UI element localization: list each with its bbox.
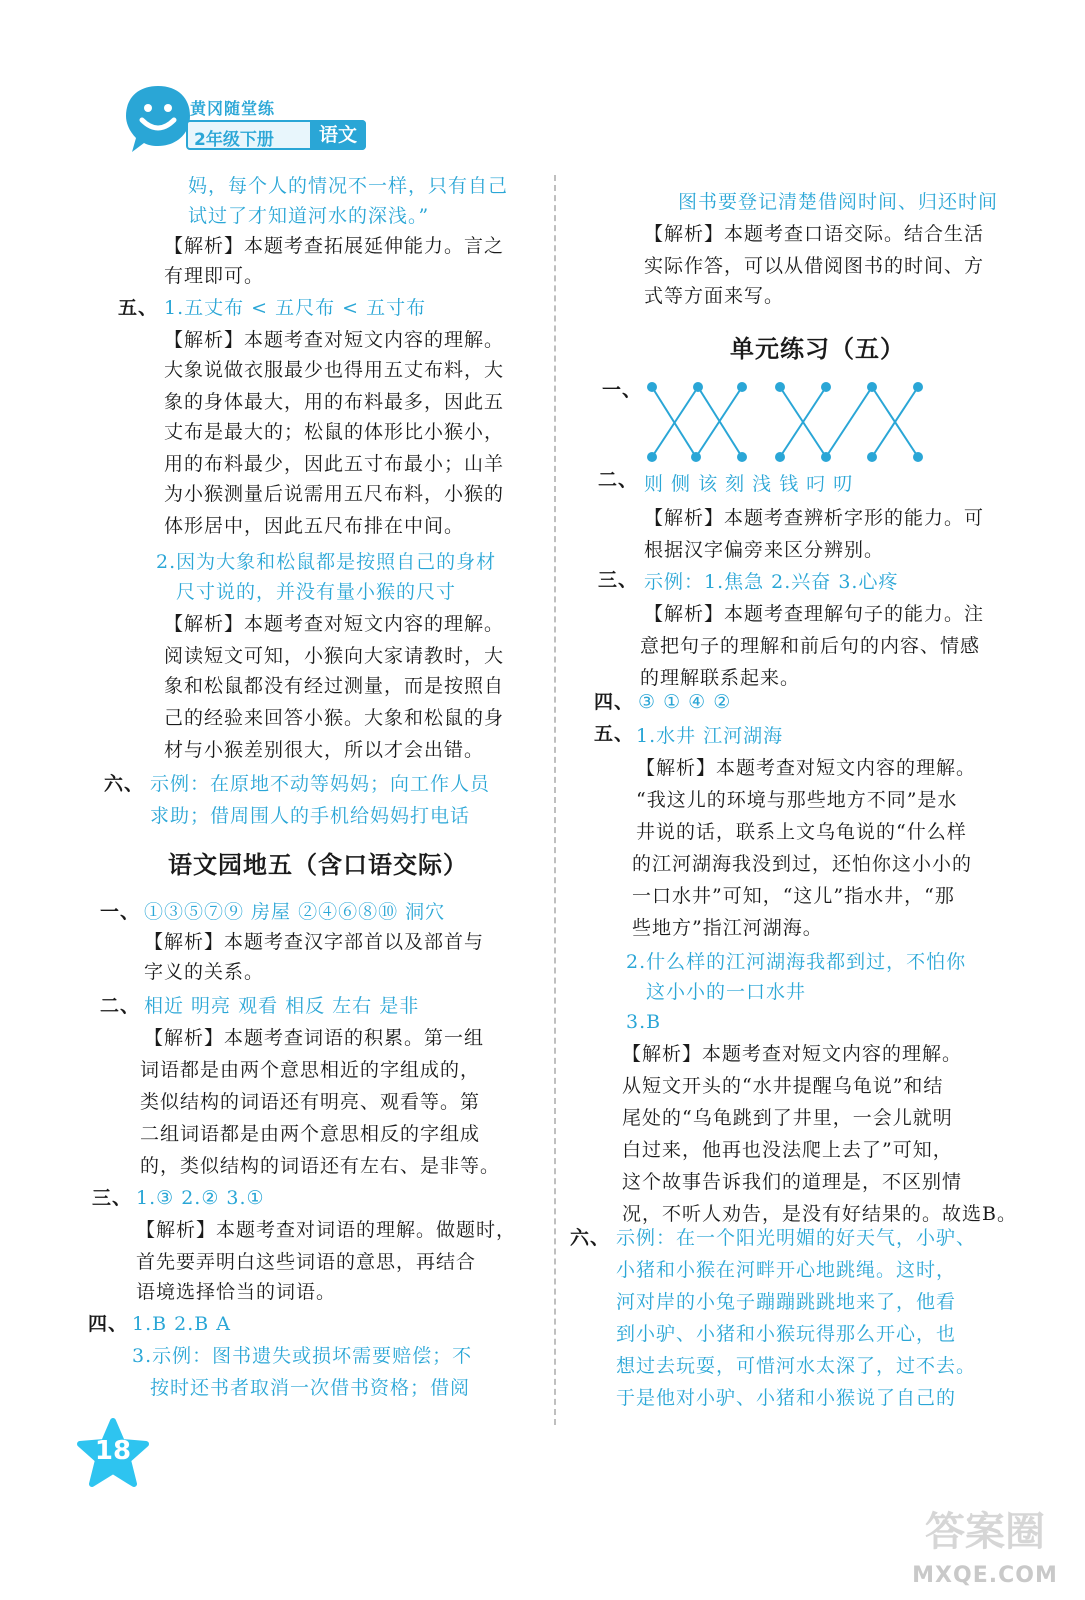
match-dot: [737, 452, 747, 462]
explanation-line: 二组词语都是由两个意思相反的字组成: [140, 1123, 481, 1145]
section-title: 语文园地五（含口语交际）: [168, 851, 468, 879]
answer-line: 小猪和小猴在河畔开心地跳绳。这时，: [616, 1259, 957, 1281]
question-number: 三、: [92, 1187, 133, 1209]
explanation-line: 况，不听人劝告，是没有好结果的。故选B。: [622, 1203, 1017, 1225]
explanation-line: 井说的话，联系上文乌龟说的“什么样: [636, 821, 967, 843]
question-number: 六、: [570, 1227, 611, 1249]
page-number-badge: [76, 1418, 150, 1492]
watermark: [905, 1500, 1065, 1590]
question-number: 六、: [104, 773, 145, 795]
explanation-line: 有理即可。: [164, 265, 265, 287]
explanation-line: 【解析】本题考查汉字部首以及部首与: [144, 931, 485, 953]
question-number: 五、: [118, 297, 159, 319]
answer-line: 1.水井 江河湖海: [636, 725, 784, 747]
match-dot: [913, 452, 923, 462]
question-number: 四、: [594, 691, 635, 713]
explanation-line: 的理解联系起来。: [640, 667, 801, 689]
question-number: 三、: [598, 569, 639, 591]
watermark-logo: 答案圈: [925, 1509, 1045, 1555]
match-dot: [821, 452, 831, 462]
answer-line: 到小驴、小猪和小猴玩得那么开心，也: [616, 1323, 957, 1345]
explanation-line: 用的布料最少，因此五寸布最小；山羊: [164, 453, 505, 475]
match-dot: [647, 452, 657, 462]
explanation-line: 从短文开头的“水井提醒乌龟说”和结: [622, 1075, 944, 1097]
answer-line: 妈，每个人的情况不一样，只有自己: [188, 175, 509, 197]
answer-line: 按时还书者取消一次借书资格；借阅: [150, 1377, 471, 1399]
explanation-line: “我这儿的环境与那些地方不同”是水: [636, 789, 958, 811]
match-dot: [867, 452, 877, 462]
answer-line: 河对岸的小兔子蹦蹦跳跳地来了，他看: [616, 1291, 957, 1313]
answer-line: 2.因为大象和松鼠都是按照自己的身材: [156, 551, 497, 573]
question-number: 一、: [602, 379, 643, 401]
answer-line: 1.③ 2.② 3.①: [136, 1187, 265, 1209]
question-number: 五、: [594, 723, 635, 745]
brand-bar: [186, 120, 366, 150]
matching-diagram: [640, 375, 940, 475]
match-dot: [647, 382, 657, 392]
explanation-line: 的，类似结构的词语还有左右、是非等。: [140, 1155, 501, 1177]
explanation-line: 为小猴测量后说需用五尺布料，小猴的: [164, 483, 505, 505]
explanation-line: 大象说做衣服最少也得用五丈布料，大: [164, 359, 505, 381]
watermark-url: MXQE.COM: [912, 1563, 1058, 1588]
explanation-line: 【解析】本题考查对短文内容的理解。: [164, 329, 505, 351]
answer-line: 则 侧 该 刻 浅 钱 叼 叨: [644, 473, 854, 495]
explanation-line: 首先要弄明白这些词语的意思，再结合: [136, 1251, 477, 1273]
explanation-line: 一口水井”可知，“这儿”指水井，“那: [632, 885, 955, 907]
answer-line: 相近 明亮 观看 相反 左右 是非: [144, 995, 420, 1017]
explanation-line: 的江河湖海我没到过，还怕你这小小的: [632, 853, 973, 875]
question-number: 四、: [88, 1313, 129, 1335]
answer-line: 于是他对小驴、小猪和小猴说了自己的: [616, 1387, 957, 1409]
match-line: [826, 387, 872, 457]
question-number: 一、: [100, 901, 141, 923]
answer-line: 试过了才知道河水的深浅。”: [188, 205, 430, 227]
answer-line: 示例：1.焦急 2.兴奋 3.心疼: [644, 571, 899, 593]
explanation-line: 字义的关系。: [144, 961, 265, 983]
explanation-line: 式等方面来写。: [644, 285, 785, 307]
explanation-line: 尾处的“乌龟跳到了井里，一会儿就明: [622, 1107, 953, 1129]
explanation-line: 【解析】本题考查理解句子的能力。注: [644, 603, 985, 625]
explanation-line: 意把句子的理解和前后句的内容、情感: [640, 635, 981, 657]
book-header: [118, 80, 378, 160]
answer-line: 图书要登记清楚借阅时间、归还时间: [678, 191, 999, 213]
column-divider: [554, 175, 556, 1425]
answer-line: 2.什么样的江河湖海我都到过，不怕你: [626, 951, 967, 973]
match-dot: [913, 382, 923, 392]
subject-label: 语文: [310, 120, 366, 150]
match-dot: [693, 382, 703, 392]
answer-line: 想过去玩耍，可惜河水太深了，过不去。: [616, 1355, 977, 1377]
match-dot: [775, 382, 785, 392]
explanation-line: 词语都是由两个意思相近的字组成的，: [140, 1059, 481, 1081]
explanation-line: 些地方”指江河湖海。: [632, 917, 823, 939]
match-dot: [737, 382, 747, 392]
answer-line: 尺寸说的，并没有量小猴的尺寸: [176, 581, 457, 603]
explanation-line: 类似结构的词语还有明亮、观看等。第: [140, 1091, 481, 1113]
page-number: 18: [94, 1436, 132, 1466]
explanation-line: 这个故事告诉我们的道理是，不区别情: [622, 1171, 963, 1193]
explanation-line: 【解析】本题考查对短文内容的理解。: [636, 757, 977, 779]
explanation-line: 象和松鼠都没有经过测量，而是按照自: [164, 675, 505, 697]
match-dot: [821, 382, 831, 392]
answer-line: 1.五丈布 < 五尺布 < 五寸布: [164, 297, 427, 319]
match-dot: [691, 452, 701, 462]
answer-line: 3.B: [626, 1011, 662, 1033]
answer-line: 示例：在一个阳光明媚的好天气，小驴、: [616, 1227, 977, 1249]
explanation-line: 白过来，他再也没法爬上去了”可知，: [622, 1139, 953, 1161]
answer-line: 这小小的一口水井: [646, 981, 807, 1003]
explanation-line: 阅读短文可知，小猴向大家请教时，大: [164, 645, 505, 667]
explanation-line: 【解析】本题考查口语交际。结合生活: [644, 223, 985, 245]
match-dot: [775, 452, 785, 462]
explanation-line: 体形居中，因此五尺布排在中间。: [164, 515, 465, 537]
explanation-line: 【解析】本题考查词语的积累。第一组: [144, 1027, 485, 1049]
explanation-line: 【解析】本题考查对词语的理解。做题时，: [136, 1219, 517, 1241]
brand-name: 黄冈随堂练: [190, 99, 276, 118]
match-dot: [867, 382, 877, 392]
explanation-line: 语境选择恰当的词语。: [136, 1281, 337, 1303]
answer-line: 示例：在原地不动等妈妈；向工作人员: [150, 773, 491, 795]
answer-line: ③ ① ④ ②: [638, 691, 732, 713]
answer-line: 3.示例：图书遗失或损坏需要赔偿；不: [132, 1345, 473, 1367]
explanation-line: 材与小猴差别很大，所以才会出错。: [164, 739, 485, 761]
explanation-line: 【解析】本题考查辨析字形的能力。可: [644, 507, 985, 529]
answer-line: 求助；借周围人的手机给妈妈打电话: [150, 805, 471, 827]
explanation-line: 根据汉字偏旁来区分辨别。: [644, 539, 885, 561]
explanation-line: 【解析】本题考查拓展延伸能力。言之: [164, 235, 505, 257]
section-title: 单元练习（五）: [730, 335, 905, 363]
answer-line: 1.B 2.B A: [132, 1313, 231, 1335]
question-number: 二、: [598, 469, 639, 491]
smiley-logo-icon: [122, 82, 194, 154]
answer-line: ①③⑤⑦⑨ 房屋 ②④⑥⑧⑩ 洞穴: [144, 901, 446, 923]
explanation-line: 【解析】本题考查对短文内容的理解。: [622, 1043, 963, 1065]
explanation-line: 象的身体最大，用的布料最多，因此五: [164, 391, 505, 413]
explanation-line: 实际作答，可以从借阅图书的时间、方: [644, 255, 985, 277]
grade-label: 2年级下册: [194, 130, 274, 150]
explanation-line: 【解析】本题考查对短文内容的理解。: [164, 613, 505, 635]
explanation-line: 丈布是最大的；松鼠的体形比小猴小，: [164, 421, 505, 443]
question-number: 二、: [100, 995, 141, 1017]
explanation-line: 己的经验来回答小猴。大象和松鼠的身: [164, 707, 505, 729]
